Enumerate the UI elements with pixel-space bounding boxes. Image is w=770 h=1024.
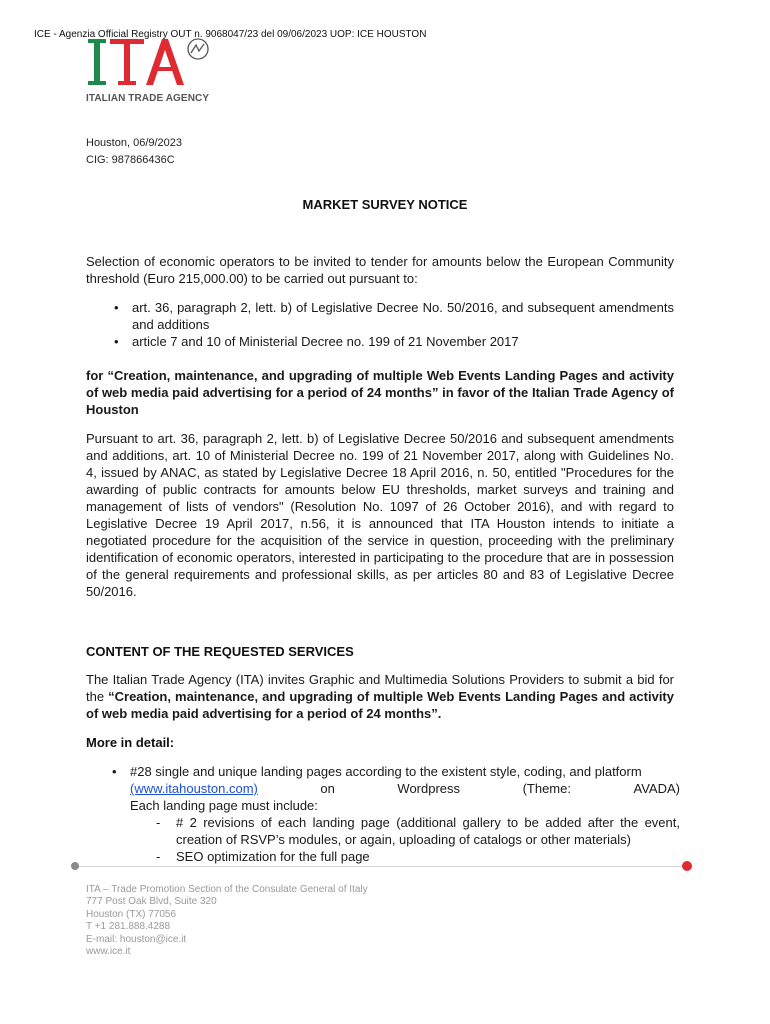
object-paragraph [86,367,674,418]
services-list [108,763,680,865]
list-item [108,763,680,865]
page-title: MARKET SURVEY NOTICE [302,197,468,212]
footer-address-1: 777 Post Oak Blvd, Suite 320 [86,896,217,908]
list-item: • article 7 and 10 of Ministerial Decree no. 199 of 21 November 2017 [110,333,674,350]
object-bold: for “Creation, maintenance, and upgrading of multiple Web Events Landing Pages and activity of web media paid advertising for a period of 24 months” [86,368,674,400]
more-detail-label: More in detail: [86,735,175,750]
on-word: on [320,781,335,796]
logo-letter-a [146,39,184,85]
ita-logo [86,36,226,92]
list-item: • art. 36, paragraph 2, lett. b) of Legislative Decree No. 50/2016, and subsequent amendments and additions [110,299,674,333]
logo-circle-mark-icon [188,39,208,59]
theme-label: (Theme: [522,781,571,796]
theme-value: AVADA) [633,781,680,796]
footer-contact [86,884,368,958]
footer-email: E-mail: houston@ice.it [86,933,187,945]
footer-org: ITA – Trade Promotion Section of the Consulate General of Italy [86,884,368,895]
footer-phone: T +1 281.888.4288 [86,921,171,933]
pursuant-paragraph: Pursuant to art. 36, paragraph 2, lett. b) of Legislative Decree 50/2016 and subsequent amendments and additions, art. 10 of Ministerial Decree no. 199 of 21 November 2017, along with Guidelines No. 4, issued by ANAC, as stated by Legislative Decree 18 April 2016, n. 50, entitled "Procedures for the awarding of public contracts for amounts below EU thresholds, market surveys and training and management of lists of vendors" (Resolution No. 1097 of 26 October 2016), and with regard to Legislative Decree 19 April 2017, n.56, it is announced that ITA Houston intends to initiate a negotiated procedure for the acquisition of the service in question, proceeding with the preliminary identification of economic operators, interested in participating to the procedure that are in possession of the general requirements and professional skills, as per articles 80 and 83 of Legislative Decree 50/2016. [86,431,674,599]
logo-letter-t [110,39,144,85]
list-item: - SEO optimization for the full page [152,848,680,865]
footer-divider [76,866,688,867]
intro-paragraph: Selection of economic operators to be invited to tender for amounts below the European Community threshold (Euro 215,000.00) to be carried out pursuant to: [86,254,674,286]
list-item: - # 2 revisions of each landing page (additional gallery to be added after the event, creation of RSVP’s modules, or again, uploading of catalogs or other materials) [152,814,680,848]
footer-address-2: Houston (TX) 77056 [86,908,177,920]
cig-code: CIG: 987866436C [86,154,175,166]
divider-right-dot [682,861,692,871]
landing-pages-line: • #28 single and unique landing pages according to the existent style, coding, and platform [130,764,642,779]
platform-name: Wordpress [397,781,461,796]
services-intro [86,671,674,722]
registry-protocol-line: ICE - Agenzia Official Registry OUT n. 9068047/23 del 09/06/2023 UOP: ICE HOUSTON [34,29,427,40]
must-include-label: Each landing page must include: [130,798,318,813]
logo-letter-i [88,39,106,85]
place-date: Houston, 06/9/2023 [86,137,183,149]
divider-left-dot [71,862,79,870]
services-intro-bold: “Creation, maintenance, and upgrading of multiple Web Events Landing Pages and activity of web media paid advertising for a period of 24 months”. [86,689,674,721]
landing-page-requirements [152,814,680,865]
footer-website: www.ice.it [86,946,131,958]
services-heading: CONTENT OF THE REQUESTED SERVICES [86,644,354,659]
platform-line [130,780,680,797]
object-rest: in favor of the Italian Trade Agency of Houston [86,385,674,417]
itahouston-link[interactable]: (www.itahouston.com) [130,781,258,796]
agency-name: ITALIAN TRADE AGENCY [86,93,210,104]
services-intro-plain: The Italian Trade Agency (ITA) invites Graphic and Multimedia Solutions Providers to submit a bid for the [86,672,674,704]
legal-basis-list [110,299,674,350]
